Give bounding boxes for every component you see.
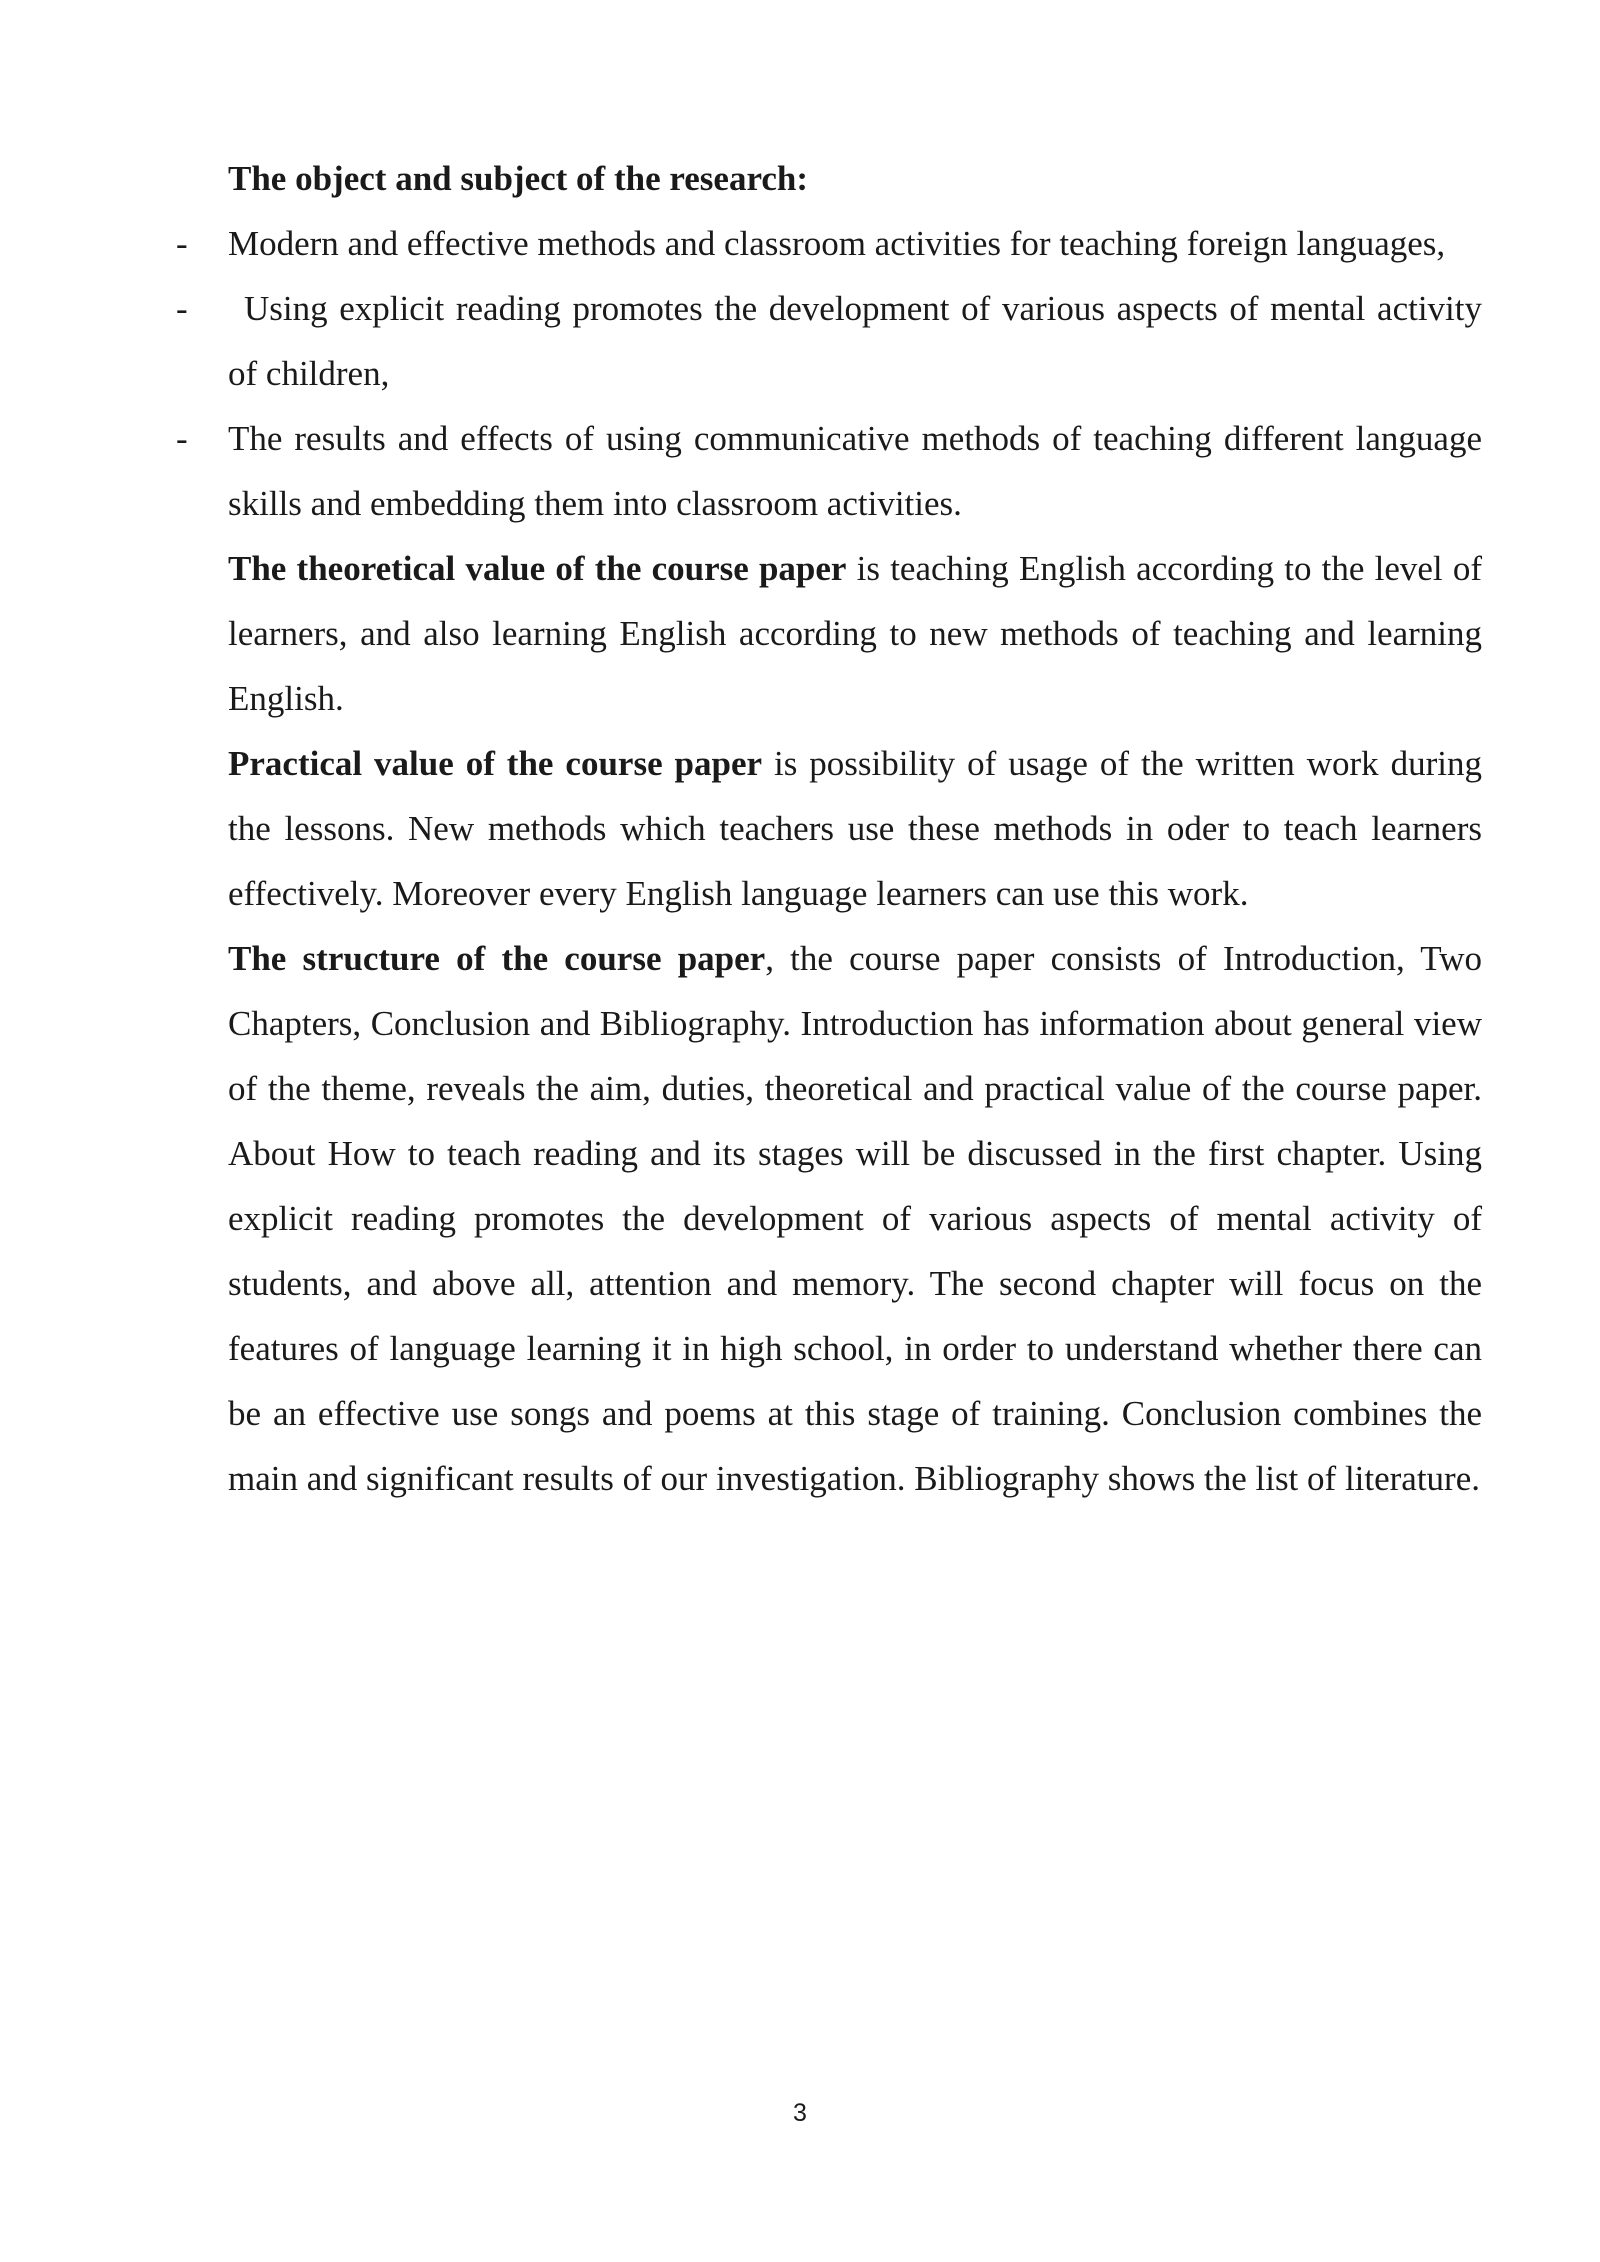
- structure-paragraph: [228, 926, 1482, 1511]
- bullet-text: The results and effects of using communicative methods of teaching different language skills and embedding them into classroom activities.: [228, 419, 1482, 523]
- bullet-text: Modern and effective methods and classroom activities for teaching foreign languages,: [228, 224, 1446, 263]
- paragraph-lead: Practical value of the course paper: [228, 744, 763, 783]
- list-item: [176, 211, 1482, 276]
- paragraph-text: is possibility of usage of the written work during the lessons. New methods which teachers use these methods in oder to teach learners effectively. Moreover every English language learners can use this work.: [228, 744, 1483, 913]
- practical-value-paragraph: [228, 731, 1482, 926]
- document-body: [176, 146, 1483, 1511]
- bullet-text: Using explicit reading promotes the development of various aspects of mental activity of children,: [228, 289, 1482, 393]
- paragraph-lead: The structure of the course paper: [228, 939, 766, 978]
- bullet-dash: -: [176, 419, 188, 458]
- object-subject-heading: The object and subject of the research:: [228, 159, 809, 198]
- list-item: [176, 406, 1482, 536]
- theoretical-value-paragraph: [228, 536, 1482, 731]
- page-number: 3: [793, 2099, 807, 2127]
- paragraph-text: is teaching English according to the level of learners, and also learning English according to new methods of teaching and learning English.: [228, 549, 1482, 718]
- bullet-dash: -: [176, 289, 188, 328]
- paragraph-text: , the course paper consists of Introduction, Two Chapters, Conclusion and Bibliography. Introduction has information about general view of the theme, reveals the aim, duties, theoretical and practical value of the course paper. About How to teach reading and its stages will be discussed in the first chapter. Using explicit reading promotes the development of various aspects of mental activity of students, and above all, attention and memory. The second chapter will focus on the features of language learning it in high school, in order to understand whether there can be an effective use songs and poems at this stage of training. Conclusion combines the main and significant results of our investigation. Bibliography shows the list of literature.: [228, 939, 1482, 1498]
- bullet-dash: -: [176, 224, 188, 263]
- paragraph-lead: The theoretical value of the course paper: [228, 549, 847, 588]
- list-item: [176, 276, 1482, 406]
